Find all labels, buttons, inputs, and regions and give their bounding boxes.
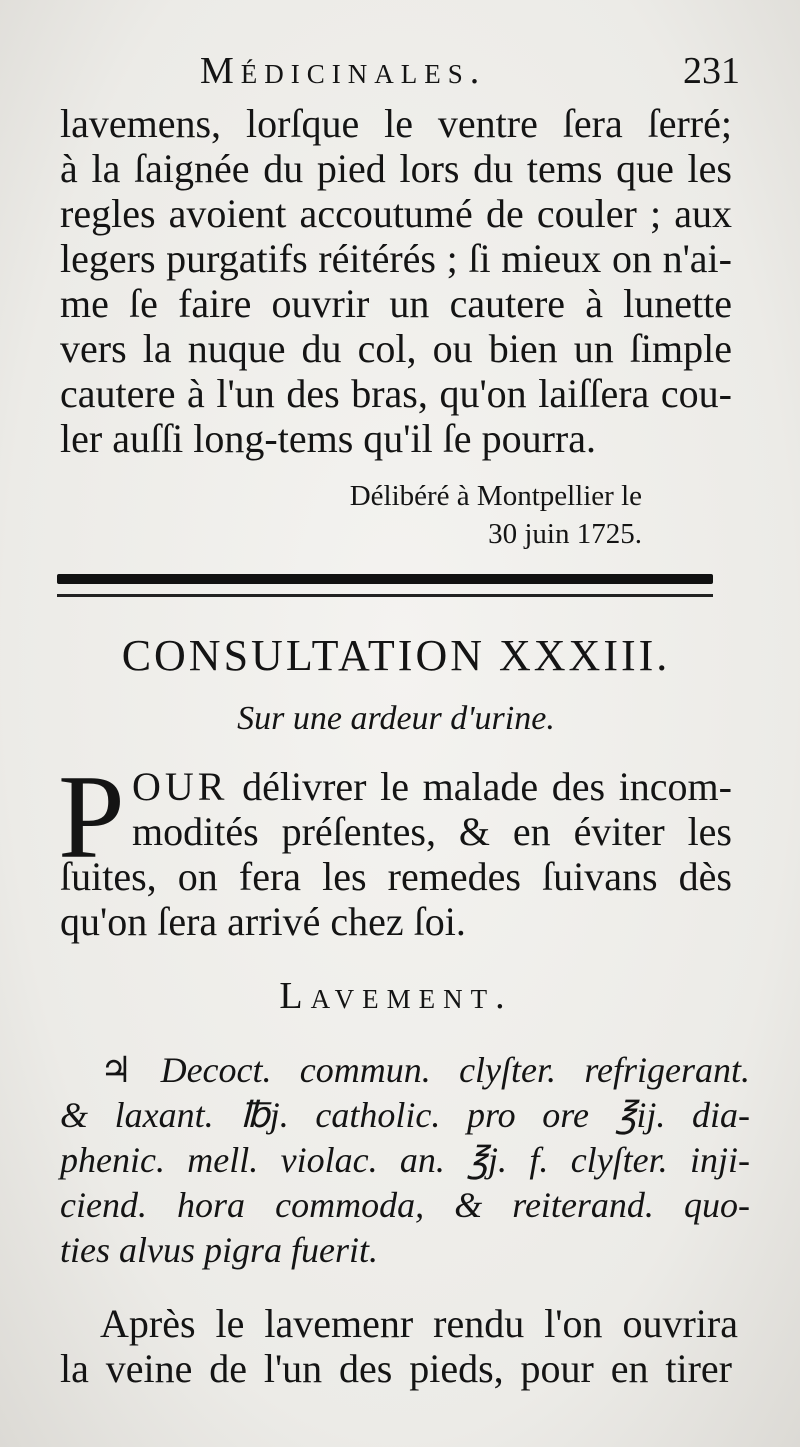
- consultation-subtitle: Sur une ardeur d'urine.: [237, 700, 555, 737]
- text-line-rest: délivrer le malade des incom-: [242, 764, 732, 809]
- page-header: [60, 45, 740, 92]
- text-line: [132, 764, 732, 809]
- text-line: me ſe faire ouvrir un cautere à lunette: [60, 281, 732, 326]
- drop-cap-letter: P: [58, 750, 125, 883]
- running-title: Médicinales.: [200, 50, 487, 92]
- section-heading: Lavement.: [279, 975, 513, 1017]
- text-line: ler auſſi long-tems qu'il ſe pourra.: [60, 416, 596, 461]
- consultation-title: CONSULTATION XXXIII.: [121, 631, 671, 680]
- text-line: cautere à l'un des bras, qu'on laiſſera cou-: [60, 371, 732, 416]
- text-line: à la ſaignée du pied lors du tems que les: [60, 146, 732, 191]
- formula-line: ties alvus pigra fuerit.: [60, 1230, 378, 1270]
- formula-line: phenic. mell. violac. an. ℥j. f. clyſter. inji-: [60, 1140, 750, 1180]
- divider-rule-thin: [57, 594, 713, 597]
- text-line: modités préſentes, & en éviter les: [132, 809, 732, 854]
- text-line: lavemens, lorſque le ventre ſera ſerré;: [60, 101, 732, 146]
- text-line: ſuites, on fera les remedes ſuivans dès: [60, 854, 732, 899]
- text-line: regles avoient accoutumé de couler ; aux: [60, 191, 732, 236]
- small-caps-word: OUR: [132, 764, 229, 809]
- formula-line: ciend. hora commoda, & reiterand. quo-: [60, 1185, 750, 1225]
- text-line: legers purgatifs réitérés ; ſi mieux on n'ai-: [60, 236, 732, 281]
- divider-rule-thick: [57, 574, 713, 584]
- formula-line: & laxant. ℔j. catholic. pro ore ℥ij. dia-: [60, 1095, 750, 1135]
- page-number: 231: [683, 50, 740, 92]
- text-line: vers la nuque du col, ou bien un ſimple: [60, 326, 732, 371]
- formula-line: ♃ Decoct. commun. clyſter. refrigerant.: [100, 1050, 750, 1090]
- signature-date: 30 juin 1725.: [488, 518, 642, 550]
- text-line: qu'on ſera arrivé chez ſoi.: [60, 899, 466, 944]
- text-line: la veine de l'un des pieds, pour en tirer: [60, 1346, 732, 1391]
- text-line: Après le lavemenr rendu l'on ouvrira: [100, 1301, 738, 1346]
- signature-line: Délibéré à Montpellier le: [349, 480, 642, 512]
